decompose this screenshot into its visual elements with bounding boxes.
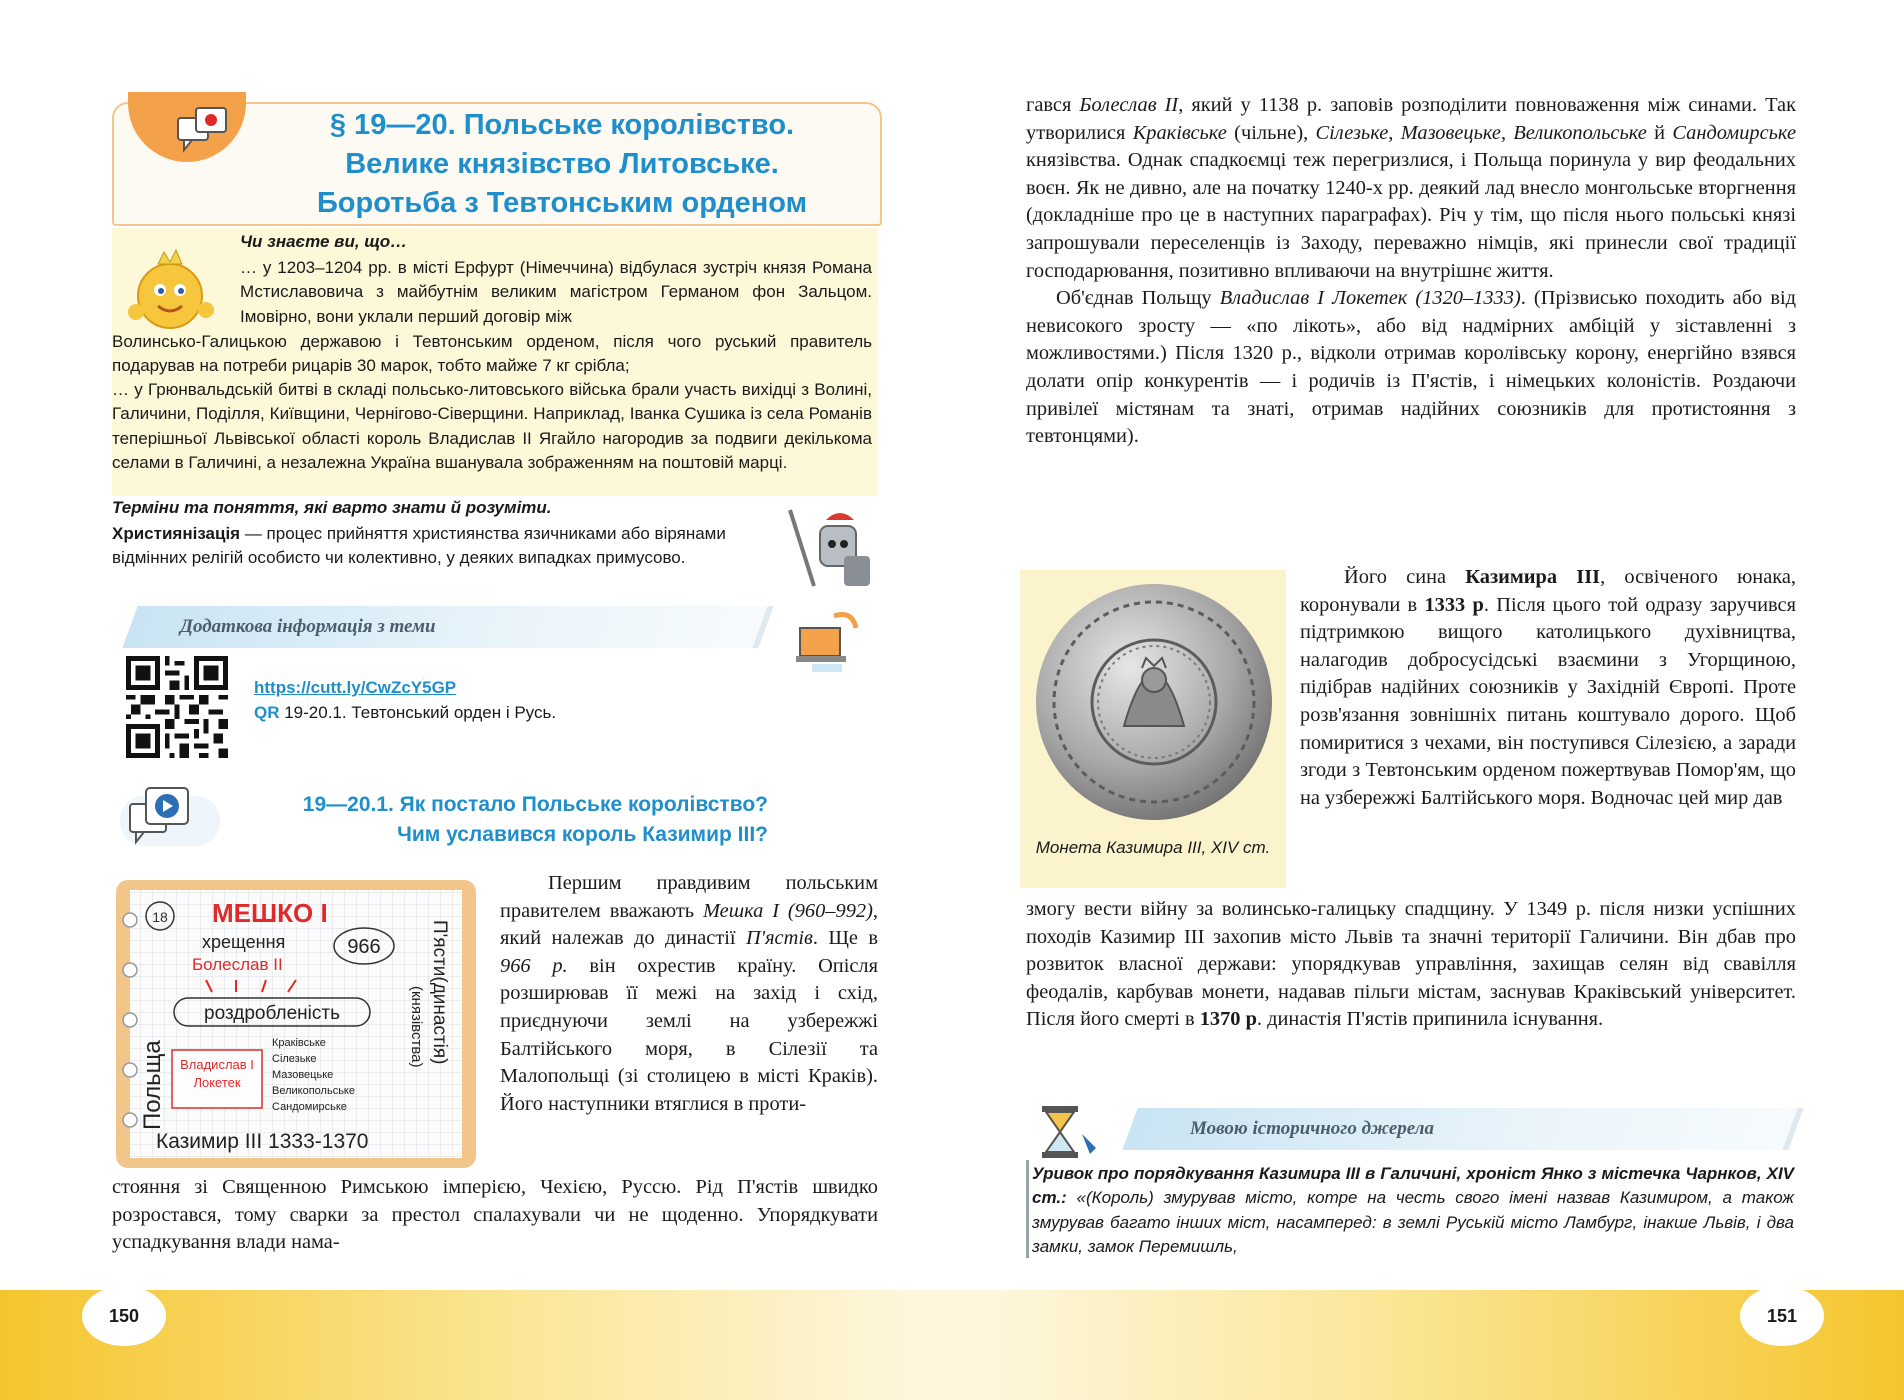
note-name: МЕШКО I <box>212 898 328 928</box>
body-p1-part: . Ще в <box>812 927 878 950</box>
title-line-3: Боротьба з Тевтонським орденом <box>316 187 808 219</box>
page-title <box>262 106 862 223</box>
note-baptism: хрещення <box>202 932 286 952</box>
extra-info-banner-label: Додаткова інформація з теми <box>180 616 436 637</box>
rp3-part: . Після цього той одразу заручився підтримкою вищого католицького духівництва, налагодив добросусідські взаємини з Угорщиною, підібрав надійних союзників у Західній Європі. Проте розв'язання зовнішніх питань коштувало дорого. Щоб помиритися з чехами, він поступився Сілезією, а заради згоди з Тевтонським орденом пожертвував Помор'ям, що на узбережжі Балтійського моря. Водночас цей мир дав <box>1300 593 1796 809</box>
rp2-part: Об'єднав Польщу <box>1056 287 1220 310</box>
rp1-part: Краківське <box>1132 121 1227 144</box>
note-year: 966 <box>347 936 381 958</box>
rp1-part: Сандомирське <box>1672 121 1796 144</box>
note-vladyslav: Владислав І Локетек <box>180 1057 254 1090</box>
did-you-know-text-1: … у 1203–1204 рр. в місті Ерфурт (Німеччина) відбулася зустріч князя Романа Мстиславовича з майбутнім великим магістром Германом фон Зальцом. Імовірно, вони уклали перший договір між <box>240 258 872 326</box>
rp1-part: , <box>1388 121 1401 144</box>
body-p1-part: П'ястів <box>745 927 813 950</box>
source-banner-label: Мовою історичного джерела <box>1190 1118 1434 1139</box>
rp1-part: Великопольське <box>1513 121 1647 144</box>
term-definition-text: — процес прийняття християнства язичниками або вірянами відмінних релігій особисто чи колективно, у деяких випадках примусово. <box>112 524 726 568</box>
note-duchy-2: Сілезьке <box>272 1053 317 1065</box>
page-number-right: 151 <box>1740 1286 1824 1346</box>
section-title-line-1: 19—20.1. Як постало Польське королівство? <box>302 793 768 816</box>
rp3-part: Його сина <box>1344 566 1466 588</box>
rp1-part: гався <box>1026 94 1080 116</box>
right-paragraph-3 <box>1300 564 1796 812</box>
knight-icon <box>780 506 876 592</box>
did-you-know-heading: Чи знаєте ви, що… <box>240 232 408 251</box>
left-page <box>0 0 952 1290</box>
note-duchy-1: Краківське <box>272 1037 326 1049</box>
body-p1-part: Мешка I (960–992) <box>702 899 873 922</box>
rp4-part: змогу вести війну за волинсько-галицьку спадщину. У 1349 р. після низки успішних походів Казимир ІІІ захопив місто Львів та значні території Галичини. Він дбав про розвиток власної держави: упорядкував управління, захищав селян від свавілля феодалів, карбував монети, надавав пільги містам, заснував Краківський університет. Після його смерті в <box>1026 898 1796 1031</box>
coin-caption: Монета Казимира ІІІ, XIV ст. <box>1035 838 1271 857</box>
rp4-part: . династія П'ястів припинила існування. <box>1256 1008 1604 1031</box>
note-duchy-4: Великопольське <box>272 1085 355 1097</box>
rp1-part: Болеслав ІІ <box>1079 94 1179 116</box>
body-p1-part: він охрестив країну. Опісля розширював її межі на захід і схід, приєднуючи землі на узбережжі Балтійського моря, в Сілезії та Малопольщі (зі столицею в місті Краків). Його наступники втяглися в проти- <box>500 954 878 1115</box>
source-quote <box>1032 1162 1794 1260</box>
hourglass-icon <box>1038 1104 1102 1160</box>
rp2-part: Владислав I Локетек (1320–1333) <box>1219 287 1521 310</box>
rp1-part: Мазовецьке <box>1400 121 1501 144</box>
rp1-part: (чільне), <box>1226 121 1316 144</box>
qr-code-icon <box>126 656 228 758</box>
rp3-part: , освіченого юнака, коронували в <box>1300 566 1797 616</box>
smiling-sun-icon <box>122 242 218 336</box>
rp1-part: й <box>1646 121 1673 144</box>
title-line-2: Велике князівство Литовське. <box>345 148 779 180</box>
did-you-know-text-2: Волинсько-Галицькою державою і Тевтонським орденом, після чого руський правитель подарував на потреби рицарів 30 марок, тобто майже 7 кг срібла; <box>112 332 872 376</box>
terms-definition <box>112 522 768 571</box>
note-duchies-word: (князівства) <box>408 986 425 1068</box>
page-number-left: 150 <box>82 1286 166 1346</box>
qr-label: QR <box>254 703 280 722</box>
rp1-part: Сілезьке <box>1315 121 1389 144</box>
right-paragraph-1 <box>1026 92 1796 451</box>
rp1-part: , який у 1138 р. заповів розподілити повноваження між синами. Так утворилися <box>1026 94 1797 144</box>
rp1-part: , <box>1500 121 1514 144</box>
source-heading: Уривок про порядкування Казимира ІІІ в Галичині, хроніст Янко з містечка Чарнков, XIV ст.: <box>1032 1164 1794 1208</box>
note-fragmentation: роздробленість <box>204 1003 340 1024</box>
body-p1-part: 966 р. <box>500 954 568 977</box>
qr-caption-text: 19-20.1. Тевтонський орден і Русь. <box>279 703 557 722</box>
did-you-know-text-3: … у Грюнвальдській битві в складі польсько-литовського війська брали участь вихідці з Волині, Галичини, Поділля, Київщини, Чернігово-Сіверщини. Наприклад, Іванка Сушика із села Романів теперішньої Львівської області король Владислав ІІ Ягайло нагородив за подвиги декількома селами в Галичині, а незалежна Україна вшанувала зображенням на поштовій марці. <box>112 380 872 473</box>
rp3-part: 1333 р <box>1424 593 1484 616</box>
body-paragraph-1 <box>500 870 878 1118</box>
page-footer <box>0 1290 1904 1400</box>
right-paragraph-4 <box>1026 896 1796 1034</box>
note-poland: Польща <box>139 1040 166 1130</box>
note-kazymyr: Казимир ІІІ 1333-1370 <box>156 1130 369 1153</box>
rp4-part: 1370 р <box>1199 1008 1257 1031</box>
coin-image <box>1028 576 1280 828</box>
note-boleslav: Болеслав ІІ <box>192 955 283 974</box>
note-duchy-5: Сандомирське <box>272 1101 347 1113</box>
video-chat-icon <box>128 780 200 852</box>
rp2-part: . (Прізвисько походить або від невисокого зросту — «по лікоть», або від надмірних амбіцій у зіставленні з можливостями.) Після 1320 р., відколи отримав королівську корону, енергійно взявся долати опір конкурентів — і родичів із П'ястів, і німецьких колоністів. Роздаючи привілеї містянам та знаті, отримав надійних союзників для протистояння з тевтонцями). <box>1026 287 1796 448</box>
note-duchy-3: Мазовецьке <box>272 1069 334 1081</box>
notebook-diagram <box>116 880 476 1168</box>
laptop-icon <box>792 610 862 674</box>
chat-icon <box>176 104 230 154</box>
note-top-left: 18 <box>152 909 168 925</box>
body-p1-part: Першим правдивим польським правителем вважають <box>500 872 878 922</box>
rp1-part: князівства. Однак спадкоємці теж перегризлися, і Польща поринула у вир феодальних воєн. Як не дивно, але на початку 1240-х рр. деякий лад внесло монгольське вторгнення (докладніше про це в наступних параграфах). Річ у тім, що після нього польські князі запрошували переселенців із Заходу, переважно німців, які принесли свої традиції господарювання, позитивно впливаючи на внутрішнє життя. <box>1026 149 1796 282</box>
term-word: Християнізація <box>112 524 241 543</box>
title-line-1: § 19—20. Польське королівство. <box>329 109 795 141</box>
note-piasts: П'ясти(династія) <box>429 920 450 1065</box>
body-paragraph-2: стояння зі Священною Римською імперією, Чехією, Руссю. Рід П'ястів швидко розростався, тому сварки за престол спалахували чи не щоденно. Упорядкувати успадкування влади нама- <box>112 1176 878 1254</box>
qr-link[interactable]: https://cutt.ly/CwZcY5GP <box>254 678 457 697</box>
qr-caption <box>254 703 556 723</box>
section-title <box>228 790 768 850</box>
source-quote-text: «(Король) змурував місто, котре на честь свого імені назвав Казимиром, а також змурував багато інших міст, насамперед: в землі Руській місто Ламбург, інакше Львів, і два замки, замок Перемишль, <box>1032 1188 1794 1257</box>
rp3-part: Казимира ІІІ <box>1465 566 1601 588</box>
body-p1-part: , який належав до династії <box>500 899 878 950</box>
section-title-line-2: Чим уславився король Казимир ІІІ? <box>397 823 768 846</box>
terms-heading: Терміни та поняття, які варто знати й розуміти. <box>112 498 552 517</box>
